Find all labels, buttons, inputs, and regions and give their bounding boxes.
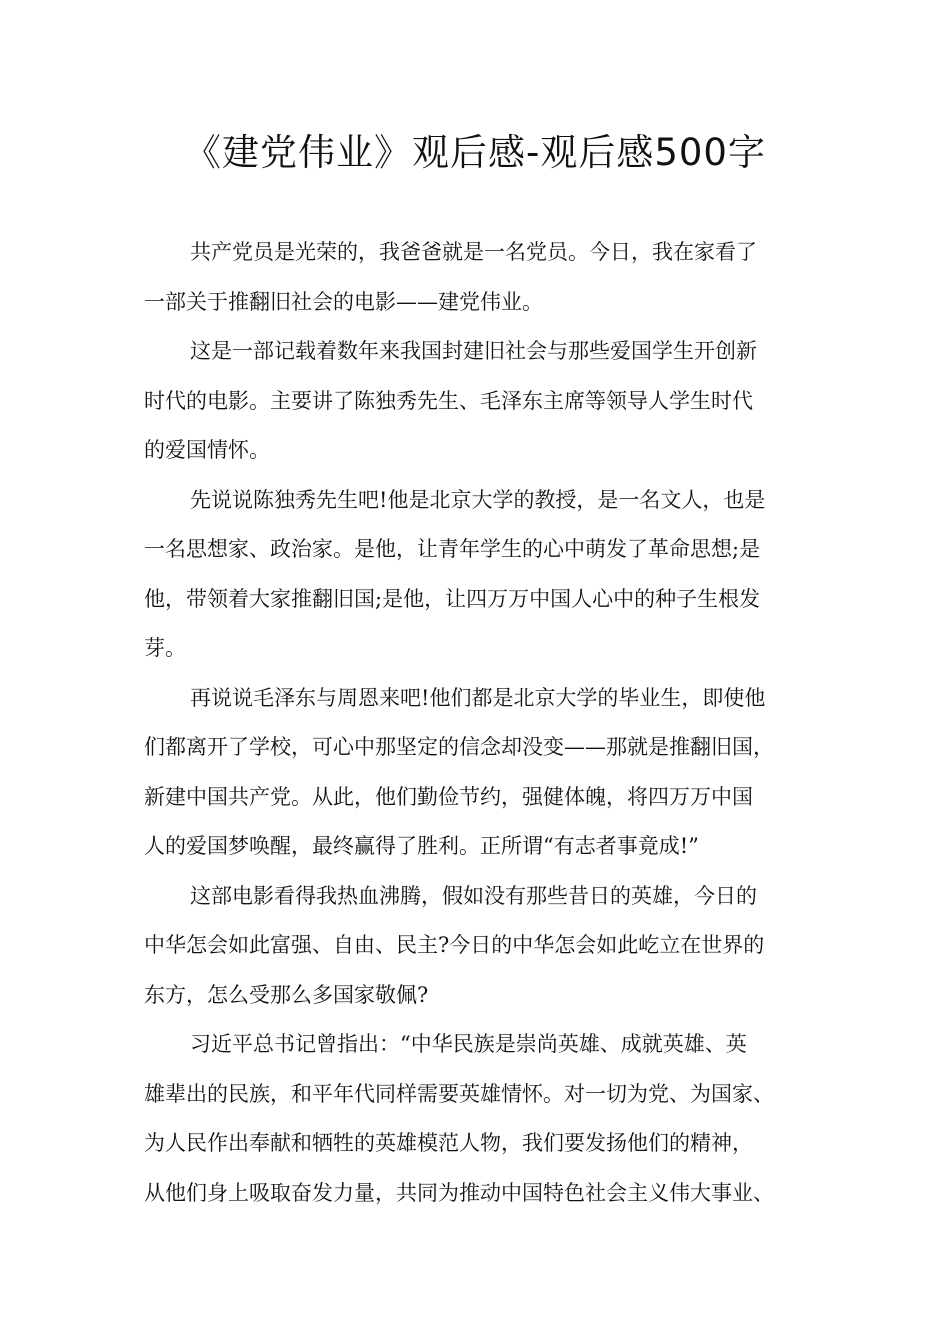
paragraph-line: 再说说毛泽东与周恩来吧!他们都是北京大学的毕业生，即使他	[190, 685, 766, 710]
paragraph-6	[144, 1020, 816, 1218]
paragraph-line: 这部电影看得我热血沸腾，假如没有那些昔日的英雄，今日的	[190, 883, 757, 908]
paragraph-line: 一部关于推翻旧社会的电影——建党伟业。	[144, 289, 543, 314]
paragraph-3	[144, 476, 816, 674]
paragraph-line: 时代的电影。主要讲了陈独秀先生、毛泽东主席等领导人学生时代	[144, 388, 753, 413]
paragraph-line: 东方，怎么受那么多国家敬佩?	[144, 982, 429, 1007]
paragraph-line: 人的爱国梦唤醒，最终赢得了胜利。正所谓“有志者事竟成!”	[144, 834, 699, 858]
paragraph-line: 中华怎会如此富强、自由、民主?今日的中华怎会如此屹立在世界的	[144, 933, 765, 957]
paragraph-line: 先说说陈独秀先生吧!他是北京大学的教授，是一名文人，也是	[190, 487, 766, 512]
paragraph-line: 一名思想家、政治家。是他，让青年学生的心中萌发了革命思想;是	[144, 537, 761, 561]
paragraph-line: 这是一部记载着数年来我国封建旧社会与那些爱国学生开创新	[190, 339, 757, 363]
paragraph-line: 的爱国情怀。	[144, 438, 270, 462]
paragraph-line: 雄辈出的民族，和平年代同样需要英雄情怀。对一切为党、为国家、	[144, 1081, 774, 1106]
paragraph-line: 新建中国共产党。从此，他们勤俭节约，强健体魄，将四万万中国	[144, 784, 753, 809]
document-title: 《建党伟业》观后感-观后感500字	[184, 131, 766, 174]
paragraph-line: 从他们身上吸取奋发力量，共同为推动中国特色社会主义伟大事业、	[144, 1180, 774, 1205]
paragraph-5	[144, 872, 816, 1021]
paragraph-4	[144, 674, 816, 872]
paragraph-line: 他，带领着大家推翻旧国;是他，让四万万中国人心中的种子生根发	[144, 586, 761, 611]
paragraph-line: 共产党员是光荣的，我爸爸就是一名党员。今日，我在家看了	[190, 240, 757, 264]
paragraph-line: 芽。	[144, 636, 186, 660]
paragraph-line: 为人民作出奉献和牺牲的英雄模范人物，我们要发扬他们的精神，	[144, 1131, 753, 1155]
document-body	[144, 228, 816, 1218]
paragraph-1	[144, 228, 816, 327]
paragraph-2	[144, 327, 816, 476]
paragraph-line: 习近平总书记曾指出：“中华民族是崇尚英雄、成就英雄、英	[190, 1032, 747, 1056]
paragraph-line: 们都离开了学校，可心中那坚定的信念却没变——那就是推翻旧国，	[144, 735, 774, 759]
